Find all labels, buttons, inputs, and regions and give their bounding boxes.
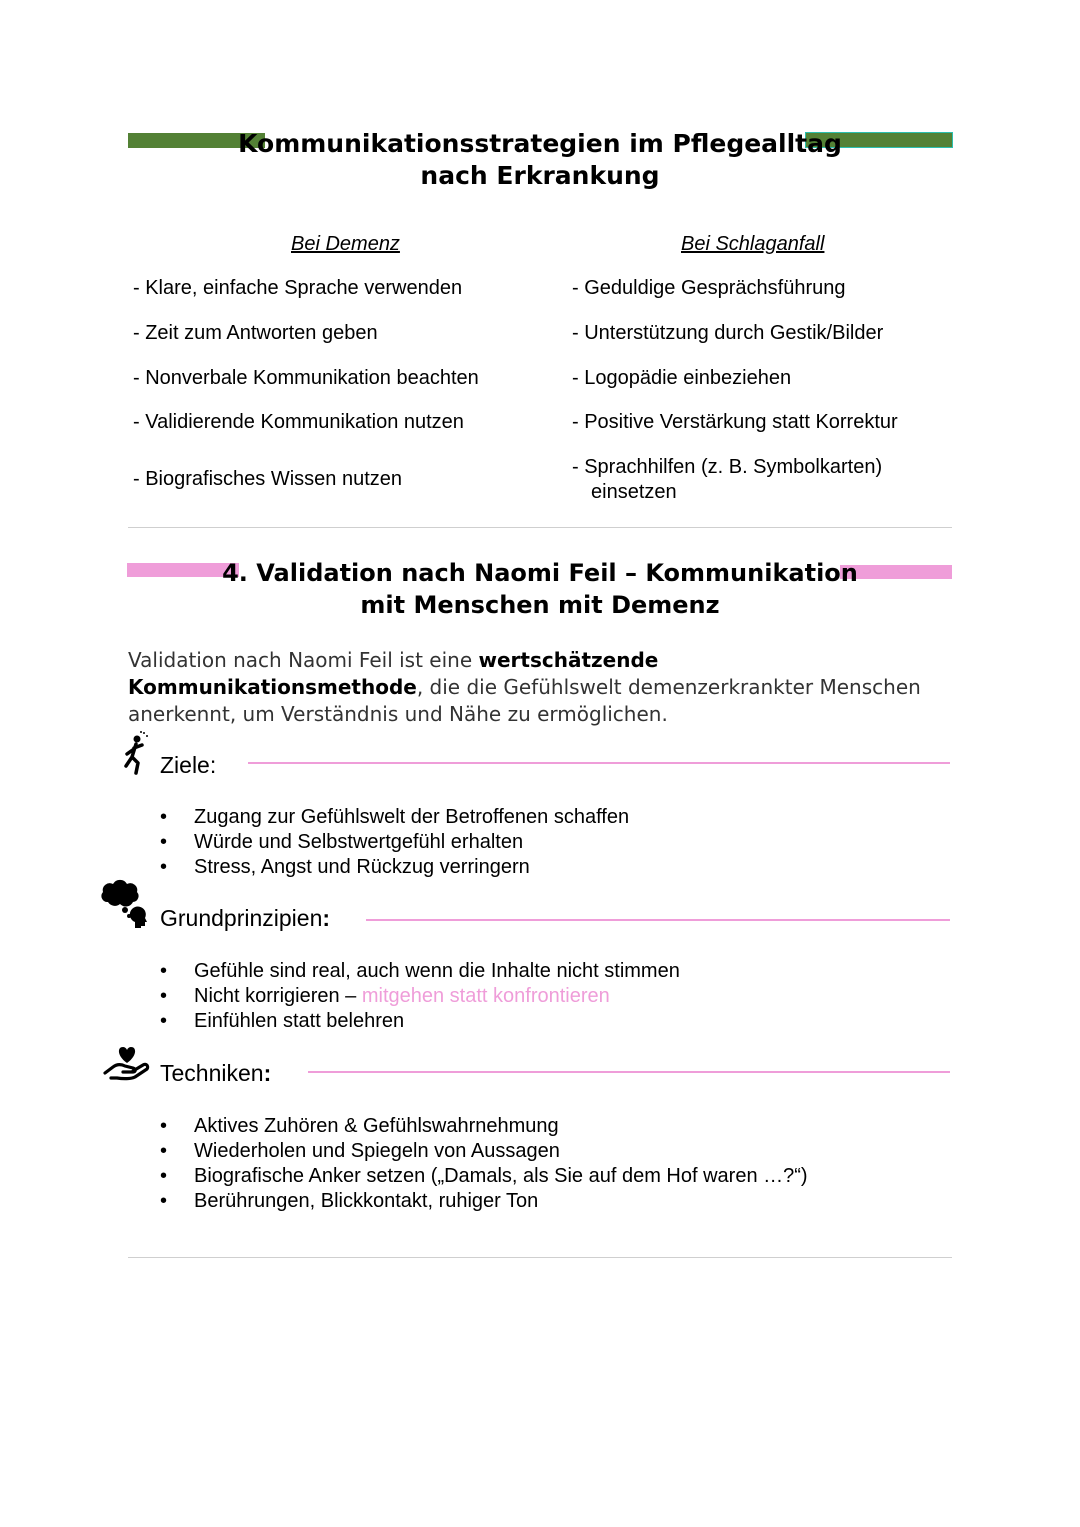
list-item-text: Nicht korrigieren – bbox=[194, 985, 362, 1007]
list-item: • Gefühle sind real, auch wenn die Inhalte nicht stimmen bbox=[160, 959, 680, 984]
running-figure-icon bbox=[120, 730, 150, 781]
list-item: • Berührungen, Blickkontakt, ruhiger Ton bbox=[160, 1189, 808, 1214]
demenz-item: - Validierende Kommunikation nutzen bbox=[133, 411, 464, 433]
grundprinzipien-heading bbox=[160, 905, 330, 932]
grundprinzipien-divider bbox=[366, 919, 950, 921]
schlaganfall-item: - Positive Verstärkung statt Korrektur bbox=[572, 411, 898, 433]
ziele-divider bbox=[248, 762, 950, 764]
schlaganfall-item: - Logopädie einbeziehen bbox=[572, 367, 792, 389]
section2-title bbox=[220, 557, 860, 621]
ziele-heading: Ziele: bbox=[160, 752, 217, 778]
list-item: • Einfühlen statt belehren bbox=[160, 1009, 680, 1034]
schlaganfall-item-continuation: einsetzen bbox=[591, 481, 677, 503]
techniken-colon: : bbox=[263, 1060, 272, 1086]
schlaganfall-item: - Geduldige Gesprächsführung bbox=[572, 277, 846, 299]
techniken-divider bbox=[308, 1071, 950, 1073]
intro-text: Validation nach Naomi Feil ist eine bbox=[128, 648, 479, 672]
intro-paragraph bbox=[128, 647, 958, 728]
heart-hand-icon bbox=[103, 1043, 151, 1088]
section2-title-line2: mit Menschen mit Demenz bbox=[360, 591, 720, 619]
grundprinzipien-list bbox=[160, 959, 680, 1034]
list-item: • Stress, Angst und Rückzug verringern bbox=[160, 855, 629, 880]
list-item: • Aktives Zuhören & Gefühlswahrnehmung bbox=[160, 1114, 808, 1139]
divider bbox=[128, 527, 952, 528]
schlaganfall-item: - Unterstützung durch Gestik/Bilder bbox=[572, 322, 884, 344]
list-item: • Zugang zur Gefühlswelt der Betroffenen schaffen bbox=[160, 805, 629, 830]
demenz-item: - Klare, einfache Sprache verwenden bbox=[133, 277, 463, 299]
list-item: • Wiederholen und Spiegeln von Aussagen bbox=[160, 1139, 808, 1164]
ziele-list bbox=[160, 805, 629, 880]
section1-title-line2: nach Erkrankung bbox=[420, 161, 660, 190]
section2-title-line1: 4. Validation nach Naomi Feil – Kommunikation bbox=[222, 559, 858, 587]
thought-bubble-icon bbox=[95, 878, 151, 939]
demenz-item: - Biografisches Wissen nutzen bbox=[133, 468, 403, 490]
techniken-heading bbox=[160, 1060, 271, 1087]
grundprinzipien-label: Grundprinzipien bbox=[160, 905, 323, 931]
highlight-text: mitgehen statt konfrontieren bbox=[361, 985, 610, 1007]
grundprinzipien-colon: : bbox=[322, 905, 331, 931]
list-item bbox=[160, 984, 680, 1009]
list-item: • Biografische Anker setzen („Damals, als Sie auf dem Hof waren …?“) bbox=[160, 1164, 808, 1189]
schlaganfall-item: - Sprachhilfen (z. B. Symbolkarten) bbox=[572, 456, 883, 478]
col-heading-schlaganfall: Bei Schlaganfall bbox=[681, 233, 825, 255]
intro-text-end: , die die Gefühlswelt demenzerkrankter Menschen anerkennt, um Verständnis und Nähe zu ermöglichen. bbox=[128, 675, 921, 726]
divider bbox=[128, 1257, 952, 1258]
demenz-item: - Zeit zum Antworten geben bbox=[133, 322, 378, 344]
list-item: • Würde und Selbstwertgefühl erhalten bbox=[160, 830, 629, 855]
techniken-label: Techniken bbox=[160, 1060, 264, 1086]
demenz-item: - Nonverbale Kommunikation beachten bbox=[133, 367, 479, 389]
section1-title-line1: Kommunikationsstrategien im Pflegealltag bbox=[238, 129, 842, 158]
intro-bold: wertschätzende Kommunikationsmethode bbox=[128, 648, 659, 699]
section1-title bbox=[200, 128, 880, 192]
techniken-list bbox=[160, 1114, 808, 1214]
col-heading-demenz: Bei Demenz bbox=[291, 233, 400, 255]
